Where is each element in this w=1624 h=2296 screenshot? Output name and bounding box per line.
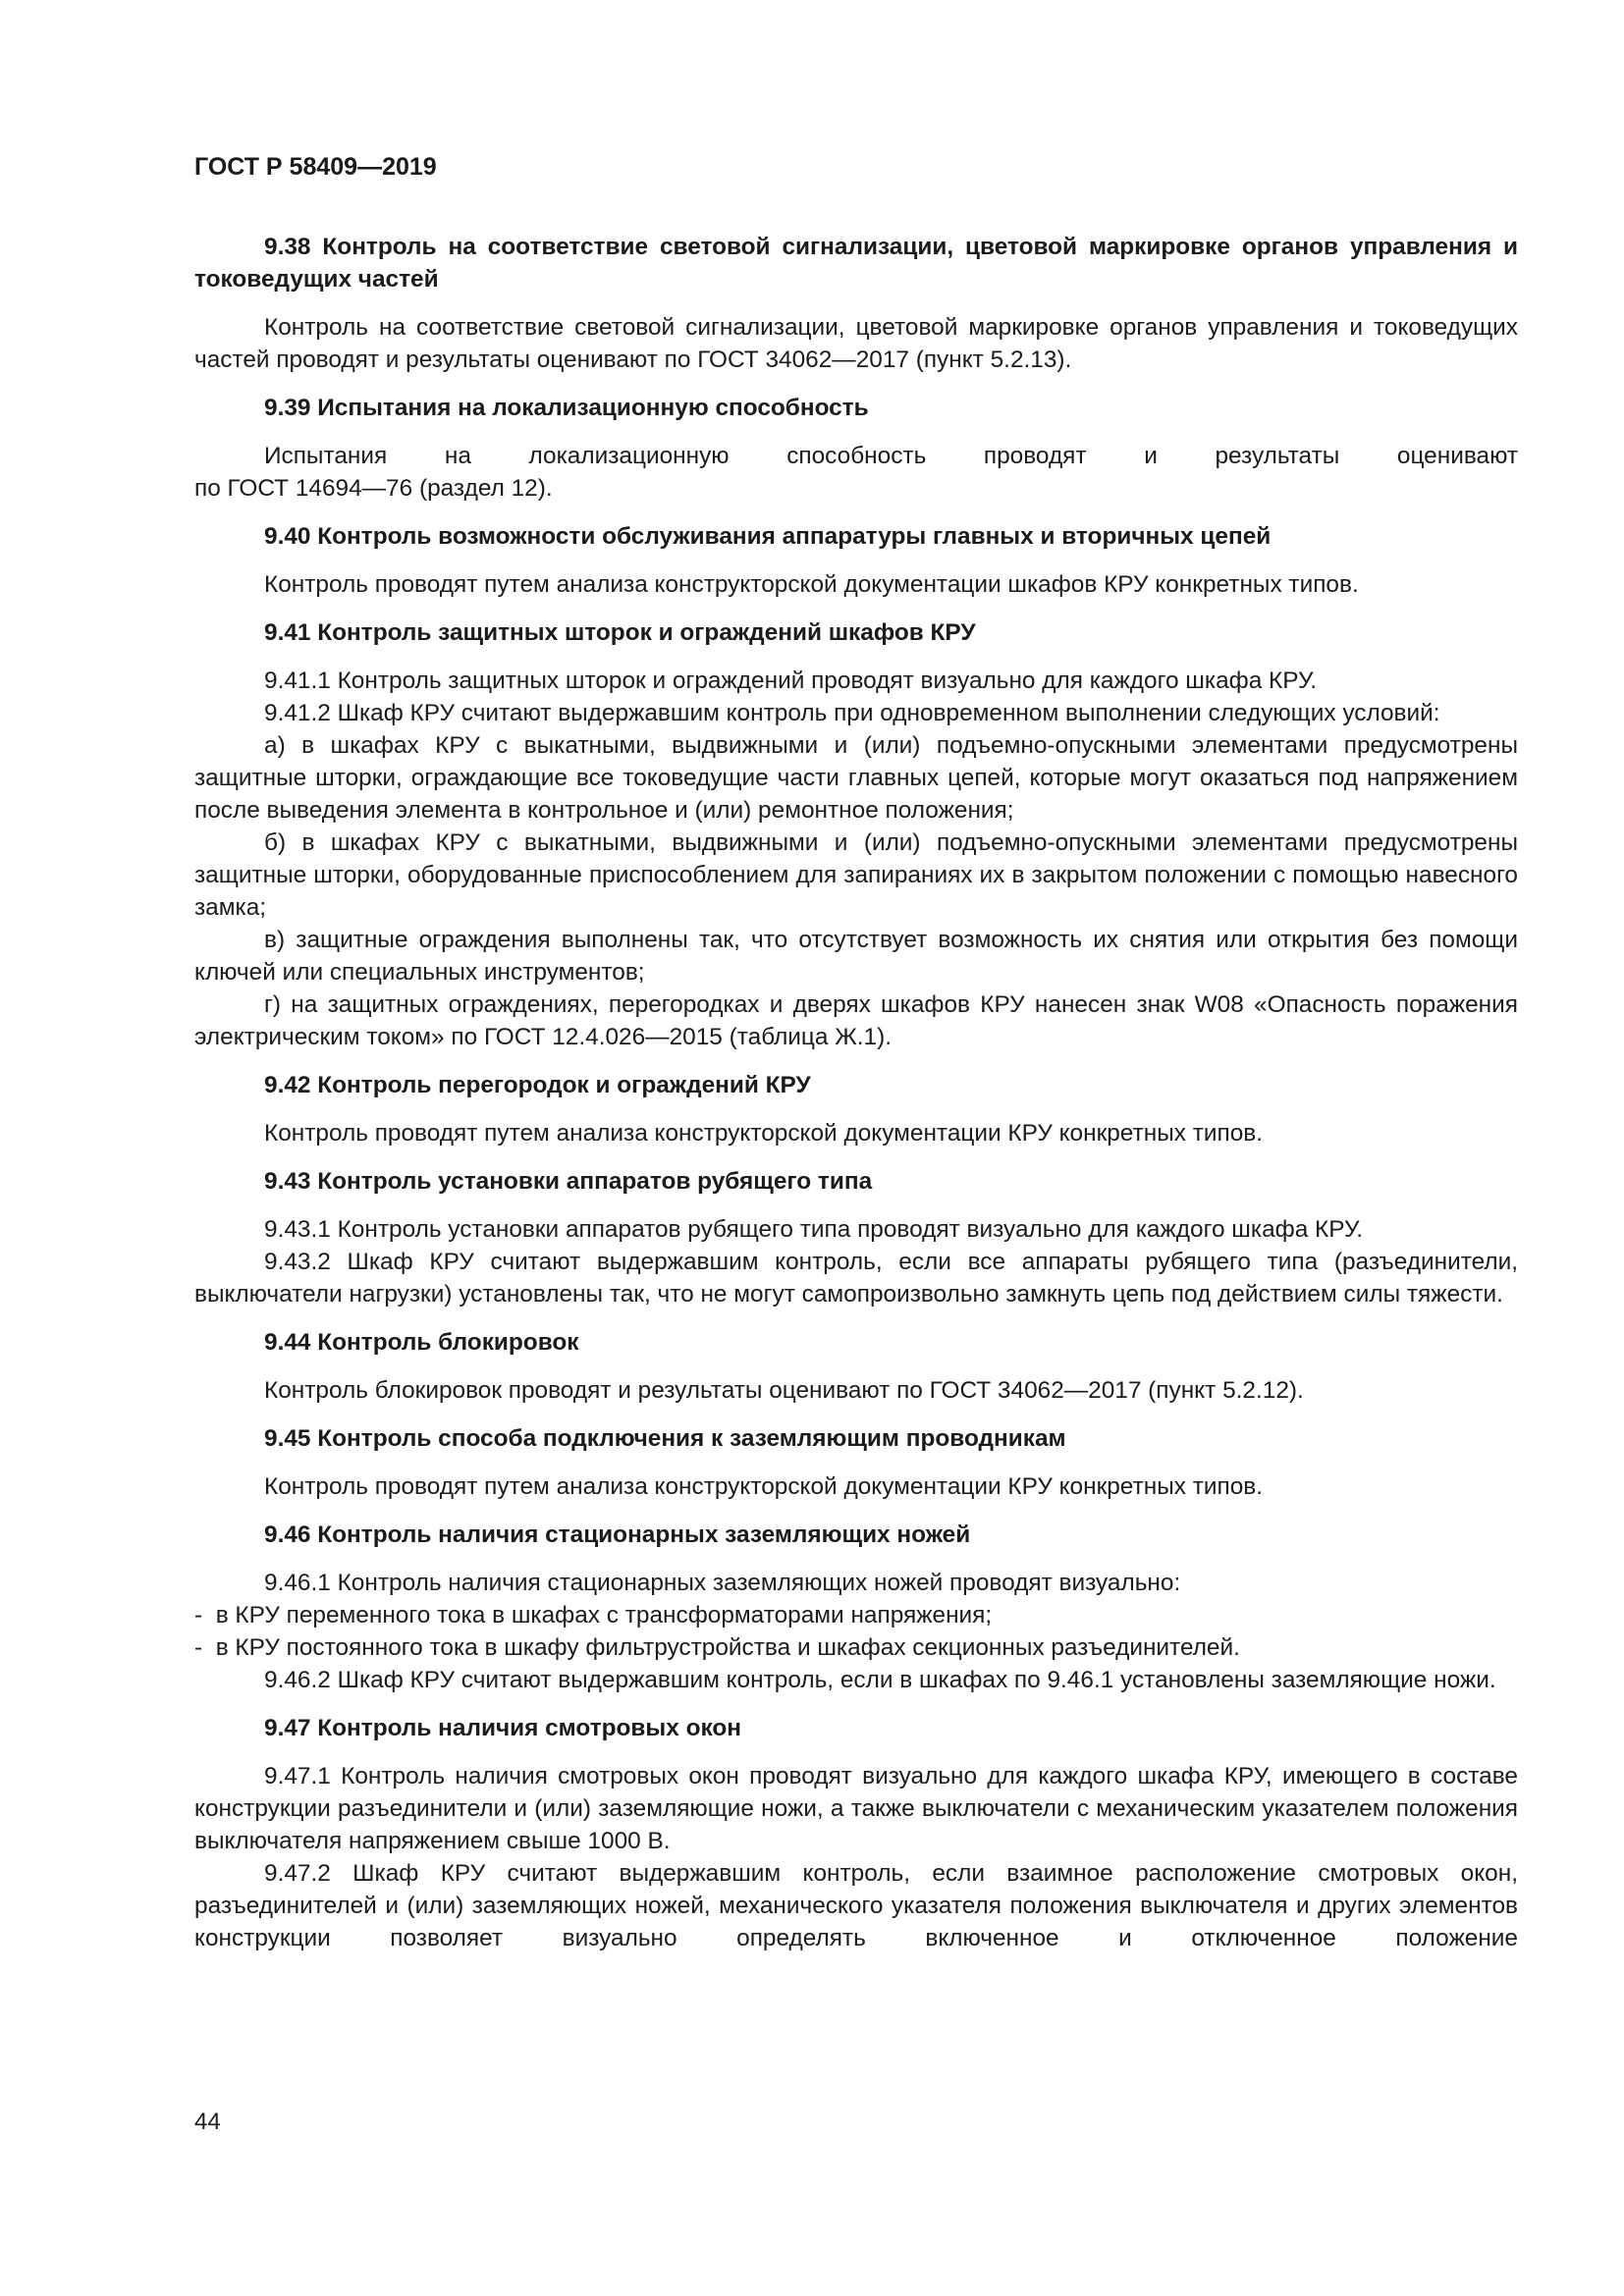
paragraph: Контроль на соответствие световой сигнализации, цветовой маркировке органов управления и токоведущих частей проводят и результаты оценивают по ГОСТ 34062—2017 (пункт 5.2.13). — [194, 314, 1518, 373]
paragraph: Контроль проводят путем анализа конструкторской документации шкафов КРУ конкретных типов. — [264, 571, 1359, 598]
paragraph: 9.47.1 Контроль наличия смотровых окон проводят визуально для каждого шкафа КРУ, имеющего в составе конструкции разъединители и (или) заземляющие ножи, а также выключатели с механическим указателем положения выключателя напряжением свыше 1000 В. — [194, 1763, 1518, 1854]
list-item-a: а) в шкафах КРУ с выкатными, выдвижными и (или) подъемно-опускными элементами предусмотрены защитные шторки, ограждающие все токоведущие части главных цепей, которые могут оказаться под напряжением после выведения элемента в контрольное и (или) ремонтное положения; — [194, 732, 1518, 824]
document-page — [194, 151, 1518, 1954]
paragraph: Контроль проводят путем анализа конструкторской документации КРУ конкретных типов. — [264, 1120, 1264, 1147]
paragraph: 9.41.2 Шкаф КРУ считают выдержавшим контроль при одновременном выполнении следующих условий: — [264, 700, 1440, 726]
paragraph: 9.47.2 Шкаф КРУ считают выдержавшим контроль, если взаимное расположение смотровых окон, разъединителей и (или) заземляющих ножей, механического указателя положения выключателя и других элементов конструкции позволяет визуально определять включенное и отключенное положение — [194, 1860, 1518, 1951]
paragraph: 9.41.1 Контроль защитных шторок и ограждений проводят визуально для каждого шкафа КРУ. — [264, 667, 1318, 694]
section-heading-9-46: 9.46 Контроль наличия стационарных заземляющих ножей — [264, 1522, 971, 1548]
section-heading-9-38: 9.38 Контроль на соответствие световой сигнализации, цветовой маркировке органов управления и токоведущих частей — [194, 234, 1518, 293]
section-heading-9-45: 9.45 Контроль способа подключения к заземляющим проводникам — [264, 1425, 1066, 1452]
dash-list-text: в КРУ постоянного тока в шкафу фильтрустройства и шкафах секционных разъединителей. — [215, 1634, 1240, 1661]
dash-list-item — [194, 1599, 1518, 1631]
section-heading-9-41: 9.41 Контроль защитных шторок и ограждений шкафов КРУ — [264, 619, 976, 646]
section-heading-9-40: 9.40 Контроль возможности обслуживания аппаратуры главных и вторичных цепей — [264, 523, 1272, 550]
paragraph: 9.43.1 Контроль установки аппаратов рубящего типа проводят визуально для каждого шкафа КРУ. — [264, 1216, 1364, 1243]
paragraph: 9.46.1 Контроль наличия стационарных заземляющих ножей проводят визуально: — [264, 1570, 1181, 1596]
paragraph: 9.43.2 Шкаф КРУ считают выдержавшим контроль, если все аппараты рубящего типа (разъединители, выключатели нагрузки) установлены так, что не могут самопроизвольно замкнуть цепь под действием силы тяжести. — [194, 1249, 1518, 1308]
dash-marker: - — [194, 1634, 203, 1661]
section-heading-9-47: 9.47 Контроль наличия смотровых окон — [264, 1715, 742, 1741]
paragraph: Испытания на локализационную способность проводят и результаты оценивают — [264, 443, 1518, 469]
paragraph: Контроль проводят путем анализа конструкторской документации КРУ конкретных типов. — [264, 1473, 1264, 1500]
document-code-header: ГОСТ Р 58409—2019 — [194, 153, 437, 181]
dash-list-text: в КРУ переменного тока в шкафах с трансформаторами напряжения; — [215, 1602, 993, 1629]
list-item-b: б) в шкафах КРУ с выкатными, выдвижными и (или) подъемно-опускными элементами предусмотрены защитные шторки, оборудованные приспособлением для запираниях их в закрытом положении с помощью навесного замка; — [194, 829, 1518, 921]
section-heading-9-39: 9.39 Испытания на локализационную способность — [264, 395, 869, 421]
paragraph-continuation: по ГОСТ 14694—76 (раздел 12). — [194, 475, 553, 502]
paragraph: 9.46.2 Шкаф КРУ считают выдержавшим контроль, если в шкафах по 9.46.1 установлены заземляющие ножи. — [264, 1667, 1496, 1693]
section-heading-9-43: 9.43 Контроль установки аппаратов рубящего типа — [264, 1168, 873, 1195]
section-heading-9-42: 9.42 Контроль перегородок и ограждений КРУ — [264, 1072, 811, 1098]
list-item-v: в) защитные ограждения выполнены так, что отсутствует возможность их снятия или открытия без помощи ключей или специальных инструментов; — [194, 927, 1518, 986]
section-heading-9-44: 9.44 Контроль блокировок — [264, 1329, 579, 1356]
paragraph: Контроль блокировок проводят и результаты оценивают по ГОСТ 34062—2017 (пункт 5.2.12). — [264, 1377, 1304, 1404]
dash-marker: - — [194, 1602, 203, 1629]
dash-list-item — [194, 1631, 1518, 1664]
list-item-g: г) на защитных ограждениях, перегородках и дверях шкафов КРУ нанесен знак W08 «Опасность поражения электрическим током» по ГОСТ 12.4.026—2015 (таблица Ж.1). — [194, 991, 1518, 1050]
page-number: 44 — [194, 2109, 221, 2135]
